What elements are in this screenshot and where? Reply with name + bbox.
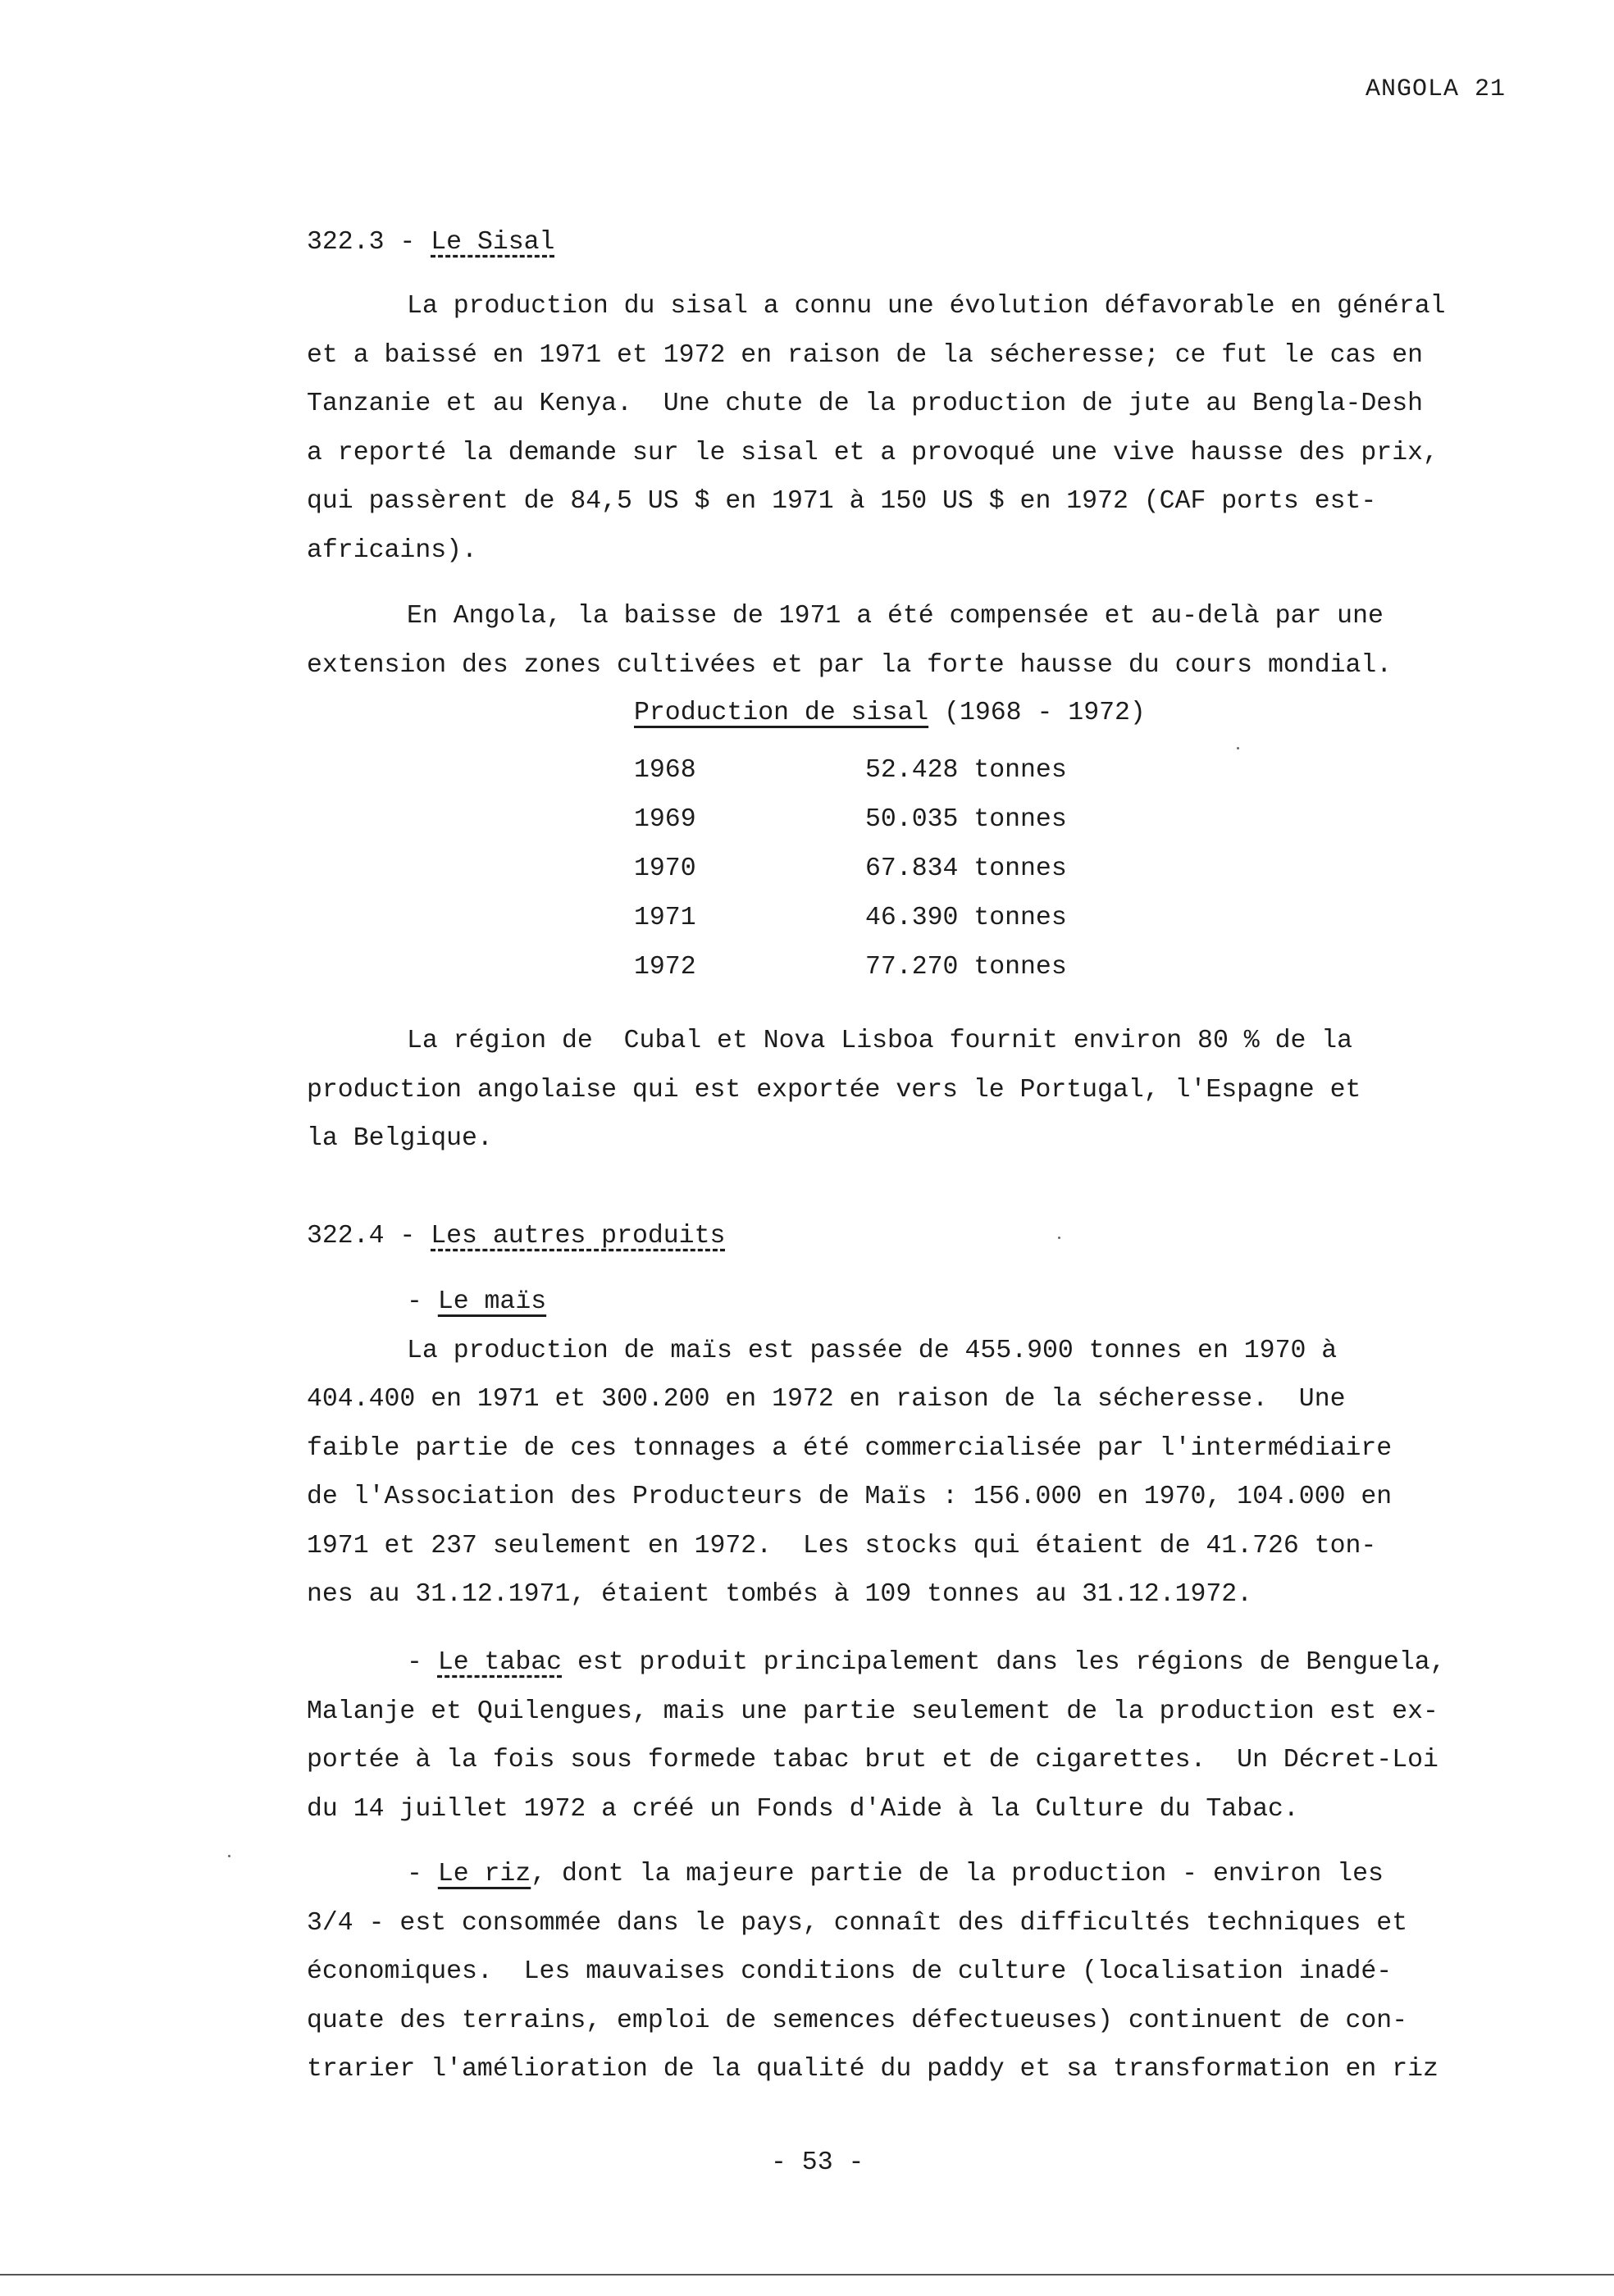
paragraph-riz [307,1850,1504,2094]
text-line: 3/4 - est consommée dans le pays, connaît des difficultés techniques et [307,1908,1408,1938]
paragraph-tabac [307,1638,1504,1834]
paragraph-mais [307,1278,1504,1620]
text-line: a reporté la demande sur le sisal et a provoqué une vive hausse des prix, [307,438,1438,467]
section-title: Les autres produits [431,1222,726,1250]
table-cell-year: 1968 [634,756,696,785]
section-title: Le Sisal [431,228,555,257]
table-row [634,854,1067,904]
text-line: En Angola, la baisse de 1971 a été compensée et au-delà par une [407,602,1384,631]
text-line: production angolaise qui est exportée vers le Portugal, l'Espagne et [307,1075,1361,1105]
table-row [634,904,1067,953]
running-head: ANGOLA 21 [1365,75,1506,103]
subheading-tabac: Le tabac [437,1648,563,1677]
section-number: 322.3 - [307,228,431,257]
scan-speck [1058,1237,1060,1239]
text-line: 404.400 en 1971 et 300.200 en 1972 en raison de la sécheresse. Une [307,1385,1346,1414]
dash: - [407,1648,438,1677]
text-line: portée à la fois sous formede tabac brut et de cigarettes. Un Décret-Loi [307,1746,1438,1774]
paragraph-sisal-1 [307,282,1504,575]
table-cell-value: 50.035 tonnes [865,805,1067,834]
table-period: (1968 - 1972) [928,699,1146,727]
text-line: la Belgique. [307,1124,493,1153]
paragraph-sisal-3 [307,1017,1504,1164]
scan-speck [228,1855,230,1857]
table-row [634,756,1067,805]
text-line: africains). [307,535,477,565]
text-line: La région de Cubal et Nova Lisboa fournit environ 80 % de la [407,1027,1353,1055]
text-line: est produit principalement dans les régions de Benguela, [562,1648,1446,1677]
table-row [634,805,1067,854]
table-cell-year: 1969 [634,805,696,834]
table-cell-year: 1970 [634,854,696,883]
scan-speck [1237,747,1239,749]
bottom-edge-rule [0,2274,1614,2276]
text-line: 1971 et 237 seulement en 1972. Les stocks qui étaient de 41.726 ton- [307,1531,1377,1560]
section-heading-322-3 [307,218,1504,267]
text-line: extension des zones cultivées et par la forte hausse du cours mondial. [307,650,1393,680]
subheading-mais: Le maïs [437,1287,547,1316]
section-heading-322-4 [307,1212,1504,1261]
text-line: économiques. Les mauvaises conditions de culture (localisation inadé- [307,1957,1393,1986]
text-line: trarier l'amélioration de la qualité du paddy et sa transformation en riz [307,2055,1438,2084]
text-line: La production de maïs est passée de 455.900 tonnes en 1970 à [407,1336,1338,1365]
table-cell-value: 46.390 tonnes [865,904,1067,932]
table-cell-year: 1971 [634,904,696,932]
text-line: La production du sisal a connu une évolution défavorable en général [407,292,1446,321]
table-row [634,953,1067,1002]
page-number: - 53 - [771,2148,864,2177]
dash: - [407,1287,438,1316]
table-title-text: Production de sisal [634,699,929,727]
text-line: de l'Association des Producteurs de Maïs : 156.000 en 1970, 104.000 en [307,1483,1393,1511]
text-line: Malanje et Quilengues, mais une partie seulement de la production est ex- [307,1697,1438,1726]
text-line: quate des terrains, emploi de semences défectueuses) continuent de con- [307,2006,1408,2035]
section-number: 322.4 - [307,1222,431,1250]
text-line: nes au 31.12.1971, étaient tombés à 109 tonnes au 31.12.1972. [307,1580,1253,1609]
text-line: faible partie de ces tonnages a été commercialisée par l'intermédiaire [307,1433,1393,1463]
text-line: et a baissé en 1971 et 1972 en raison de la sécheresse; ce fut le cas en [307,340,1424,370]
paragraph-sisal-2 [307,592,1504,690]
text-line: Tanzanie et au Kenya. Une chute de la production de jute au Bengla-Desh [307,390,1424,418]
table-cell-value: 52.428 tonnes [865,756,1067,785]
dash: - [407,1860,438,1888]
table-title [634,699,1146,727]
text-line: du 14 juillet 1972 a créé un Fonds d'Aide à la Culture du Tabac. [307,1794,1299,1824]
text-line: qui passèrent de 84,5 US $ en 1971 à 150 US $ en 1972 (CAF ports est- [307,487,1377,516]
table-cell-value: 67.834 tonnes [865,854,1067,883]
table-cell-year: 1972 [634,953,696,982]
production-table [634,756,1067,1002]
text-line: , dont la majeure partie de la production - environ les [531,1860,1384,1888]
table-cell-value: 77.270 tonnes [865,953,1067,982]
subheading-riz: Le riz [437,1860,531,1888]
